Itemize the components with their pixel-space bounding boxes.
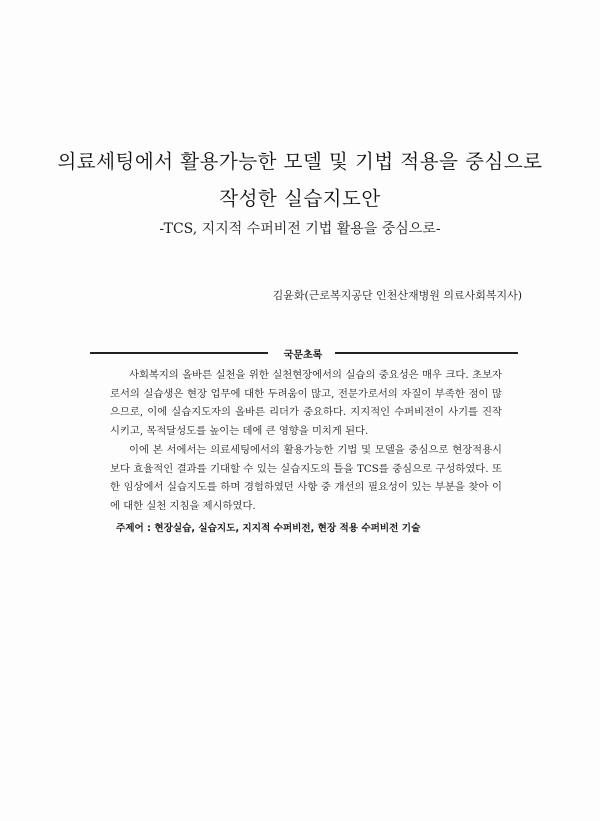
title-line-2: 작성한 실습지도안 bbox=[219, 187, 381, 210]
keywords-label: 주제어 : bbox=[116, 523, 155, 534]
abstract-paragraph-2: 이에 본 서에서는 의료세팅에서의 활용가능한 기법 및 모델을 중심으로 현장적용시보다 효율적인 결과를 기대할 수 있는 실습지도의 틀을 TCS를 중심으로 구성하였다. 또한 임상에서 실습지도를 하며 경험하였던 사항 중 개선의 필요성이 있는 부분을 찾아 이에 대한 실천 지침을 제시하였다. bbox=[110, 443, 502, 512]
heading-rule-left bbox=[90, 352, 268, 354]
author-line: 김윤화(근로복지공단 인천산재병원 의료사회복지사) bbox=[272, 289, 522, 302]
abstract-body bbox=[110, 366, 502, 516]
title-line-1: 의료세팅에서 활용가능한 모델 및 기법 적용을 중심으로 bbox=[57, 150, 543, 173]
subtitle: -TCS, 지지적 수퍼비전 기법 활용을 중심으로- bbox=[159, 221, 441, 237]
abstract-heading: 국문초록 bbox=[283, 350, 323, 361]
abstract-paragraph-1: 사회복지의 올바른 실천을 위한 실천현장에서의 실습의 중요성은 매우 크다. 초보자로서의 실습생은 현장 업무에 대한 두려움이 많고, 전문가로서의 자질이 부족한 점이 많으므로, 이에 실습지도자의 올바른 리더가 중요하다. 지지적인 수퍼비전이 사기를 진작시키고, 목적달성도를 높이는 데에 큰 영향을 미치게 된다. bbox=[110, 369, 502, 438]
keywords-text: 현장실습, 실습지도, 지지적 수퍼비전, 현장 적용 수퍼비전 기술 bbox=[154, 523, 421, 534]
keywords-line bbox=[116, 520, 420, 534]
heading-rule-right bbox=[335, 352, 518, 354]
